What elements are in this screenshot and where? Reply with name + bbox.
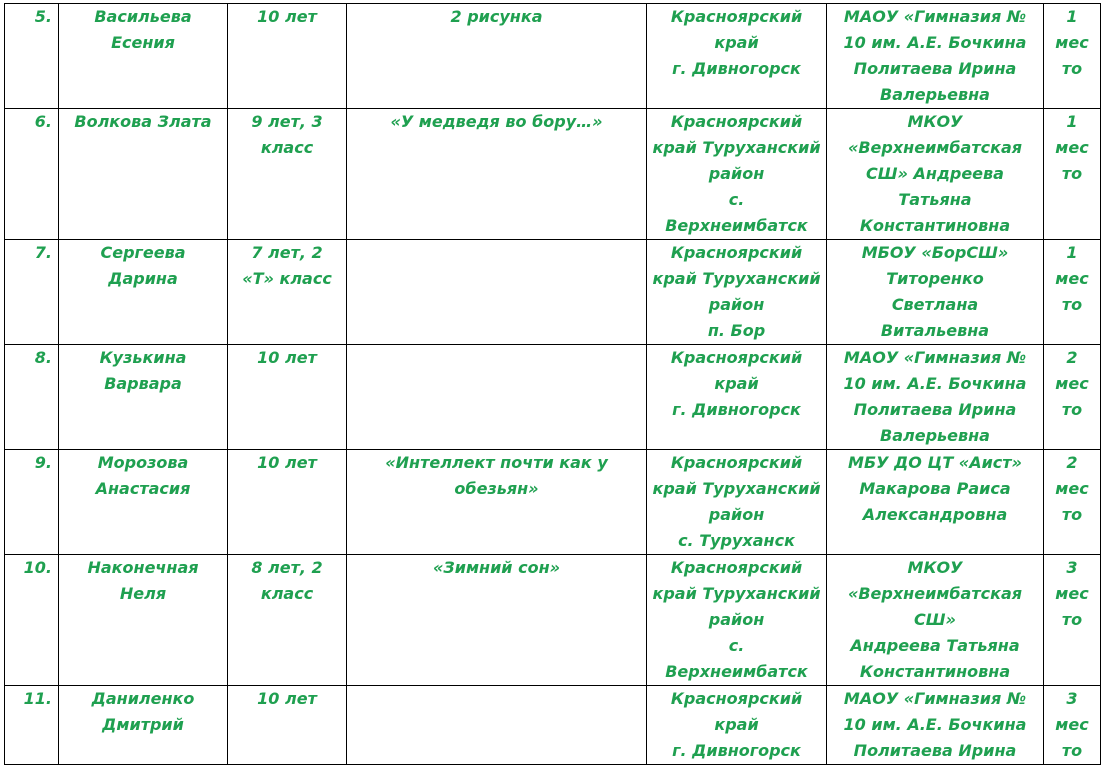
cell-work: «Интеллект почти как у обезьян» — [347, 450, 647, 555]
cell-place: 3 мес то — [1044, 686, 1101, 765]
table-row — [5, 555, 1101, 686]
cell-work — [347, 345, 647, 450]
cell-region: Красноярский край Туруханский район с. Верхнеимбатск — [647, 555, 827, 686]
cell-region: Красноярский край Туруханский район с. Верхнеимбатск — [647, 109, 827, 240]
cell-work: «У медведя во бору…» — [347, 109, 647, 240]
cell-num: 7. — [5, 240, 59, 345]
cell-age: 10 лет — [228, 450, 347, 555]
cell-name: Морозова Анастасия — [59, 450, 228, 555]
table-row — [5, 4, 1101, 109]
cell-work: «Зимний сон» — [347, 555, 647, 686]
cell-school: МАОУ «Гимназия № 10 им. А.Е. Бочкина Политаева Ирина Валерьевна — [827, 345, 1044, 450]
results-table — [4, 3, 1101, 765]
cell-age: 8 лет, 2 класс — [228, 555, 347, 686]
cell-region: Красноярский край Туруханский район с. Туруханск — [647, 450, 827, 555]
cell-school: МКОУ «Верхнеимбатская СШ» Андреева Татьяна Константиновна — [827, 555, 1044, 686]
cell-school: МБОУ «БорСШ» Титоренко Светлана Витальевна — [827, 240, 1044, 345]
cell-region: Красноярский край г. Дивногорск — [647, 345, 827, 450]
table-row — [5, 109, 1101, 240]
cell-name: Волкова Злата — [59, 109, 228, 240]
table-row — [5, 345, 1101, 450]
cell-school: МКОУ «Верхнеимбатская СШ» Андреева Татьяна Константиновна — [827, 109, 1044, 240]
cell-place: 1 мес то — [1044, 109, 1101, 240]
cell-work: 2 рисунка — [347, 4, 647, 109]
table-row — [5, 686, 1101, 765]
cell-work — [347, 240, 647, 345]
cell-num: 11. — [5, 686, 59, 765]
cell-num: 9. — [5, 450, 59, 555]
cell-name: Даниленко Дмитрий — [59, 686, 228, 765]
cell-age: 10 лет — [228, 686, 347, 765]
cell-region: Красноярский край г. Дивногорск — [647, 4, 827, 109]
cell-work — [347, 686, 647, 765]
cell-name: Васильева Есения — [59, 4, 228, 109]
cell-region: Красноярский край г. Дивногорск — [647, 686, 827, 765]
cell-school: МАОУ «Гимназия № 10 им. А.Е. Бочкина Политаева Ирина — [827, 686, 1044, 765]
cell-num: 8. — [5, 345, 59, 450]
cell-num: 10. — [5, 555, 59, 686]
cell-age: 10 лет — [228, 345, 347, 450]
table-row — [5, 450, 1101, 555]
cell-place: 2 мес то — [1044, 345, 1101, 450]
cell-place: 1 мес то — [1044, 240, 1101, 345]
cell-name: Сергеева Дарина — [59, 240, 228, 345]
cell-name: Кузькина Варвара — [59, 345, 228, 450]
cell-region: Красноярский край Туруханский район п. Бор — [647, 240, 827, 345]
cell-age: 7 лет, 2 «Т» класс — [228, 240, 347, 345]
table-row — [5, 240, 1101, 345]
cell-place: 2 мес то — [1044, 450, 1101, 555]
cell-num: 6. — [5, 109, 59, 240]
cell-name: Наконечная Неля — [59, 555, 228, 686]
cell-school: МБУ ДО ЦТ «Аист» Макарова Раиса Александровна — [827, 450, 1044, 555]
cell-school: МАОУ «Гимназия № 10 им. А.Е. Бочкина Политаева Ирина Валерьевна — [827, 4, 1044, 109]
cell-age: 10 лет — [228, 4, 347, 109]
cell-place: 1 мес то — [1044, 4, 1101, 109]
cell-num: 5. — [5, 4, 59, 109]
cell-place: 3 мес то — [1044, 555, 1101, 686]
cell-age: 9 лет, 3 класс — [228, 109, 347, 240]
